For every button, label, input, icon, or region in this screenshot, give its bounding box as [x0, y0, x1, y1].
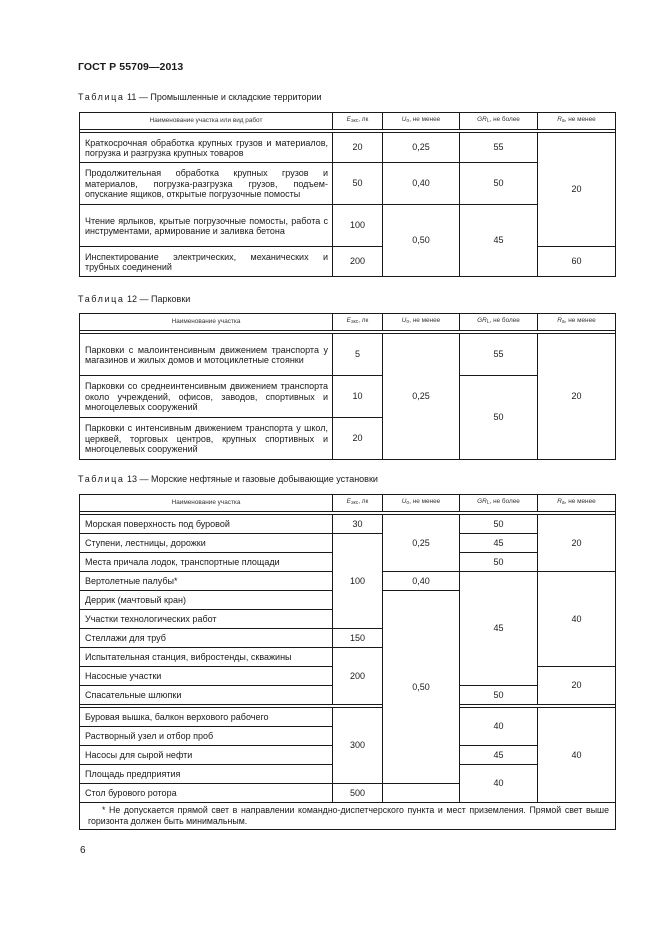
cell-name: Стеллажи для труб: [80, 629, 333, 648]
cell-name: Парковки со среднеинтенсивным движением транспорта около учреждений, офисов, заводов, спортивных и многоцелевых сооружений: [80, 376, 333, 418]
cell-name: Участки технологических работ: [80, 610, 333, 629]
cell-e: 200: [333, 247, 383, 277]
cell-u: 0,40: [383, 163, 460, 205]
col-header-ra: $R_a$, не менее: [538, 495, 616, 512]
cell-name: Деррик (мачтовый кран): [80, 591, 333, 610]
cell-u: 0,25: [383, 334, 460, 460]
col-header-ra: $R_a$, не менее: [538, 314, 616, 331]
page-number: 6: [80, 845, 86, 856]
table13-caption-text: 13 — Морские нефтяные и газовые добывающие установки: [124, 474, 378, 484]
cell-name: Ступени, лестницы, дорожки: [80, 534, 333, 553]
cell-gr: 45: [460, 205, 538, 277]
table-row: [80, 334, 616, 376]
table11-caption-text: 11 — Промышленные и складские территории: [124, 92, 322, 102]
col-header-gr: $GR_L$, не более: [460, 314, 538, 331]
table-word: Таблица: [78, 92, 125, 102]
col-header-name: Наименование участка: [80, 495, 333, 512]
cell-name: Стол бурового ротора: [80, 784, 333, 803]
cell-name: Морская поверхность под буровой: [80, 515, 333, 534]
col-header-gr: $GR_L$, не более: [460, 495, 538, 512]
col-header-e: $E_{экс}$, лк: [333, 113, 383, 130]
cell-e: 200: [333, 648, 383, 705]
cell-gr: 45: [460, 746, 538, 765]
cell-name: Парковки с малоинтенсивным движением транспорта у магазинов и жилых домов и мотоциклетные стоянки: [80, 334, 333, 376]
cell-gr: 50: [460, 686, 538, 705]
col-header-gr: $GR_L$, не более: [460, 113, 538, 130]
cell-ra: 20: [538, 515, 616, 572]
table-row: [80, 534, 616, 553]
cell-name: Буровая вышка, балкон верхового рабочего: [80, 708, 333, 727]
col-header-e: $E_{экс}$, лк: [333, 314, 383, 331]
cell-e: 100: [333, 534, 383, 629]
table11-caption: [78, 92, 322, 102]
cell-u: 0,50: [383, 205, 460, 277]
cell-name: Места причала лодок, транспортные площади: [80, 553, 333, 572]
cell-name: Инспектирование электрических, механических и трубных соединений: [80, 247, 333, 277]
cell-e: 500: [333, 784, 383, 803]
cell-name: Парковки с интенсивным движением транспорта у школ, церквей, торговых центров, крупных спортивных и многоцелевых сооружений: [80, 418, 333, 460]
table-12: [79, 313, 616, 460]
cell-name: Краткосрочная обработка крупных грузов и материалов, погрузка и разгрузка крупных товаров: [80, 133, 333, 163]
cell-name: Площадь предприятия: [80, 765, 333, 784]
cell-e: 100: [333, 205, 383, 247]
col-header-ra: $R_a$, не менее: [538, 113, 616, 130]
table-header-row: [80, 314, 616, 331]
cell-ra: 20: [538, 667, 616, 705]
table-11: [79, 112, 616, 277]
cell-gr: 40: [460, 708, 538, 746]
cell-e: 20: [333, 133, 383, 163]
cell-gr: 50: [460, 553, 538, 572]
cell-gr: 50: [460, 376, 538, 460]
cell-ra: 20: [538, 334, 616, 460]
cell-name: Растворный узел и отбор проб: [80, 727, 333, 746]
table-row: [80, 376, 616, 418]
cell-gr: 50: [460, 515, 538, 534]
col-header-u: $U_o$, не менее: [383, 113, 460, 130]
cell-name: Насосные участки: [80, 667, 333, 686]
cell-e: 300: [333, 708, 383, 784]
cell-ra: 60: [538, 247, 616, 277]
cell-gr: 50: [460, 163, 538, 205]
table12-caption: [78, 294, 190, 304]
cell-gr: 55: [460, 133, 538, 163]
cell-gr: 55: [460, 334, 538, 376]
table-word: Таблица: [78, 294, 125, 304]
cell-ra: 40: [538, 708, 616, 803]
cell-gr: 40: [460, 765, 538, 803]
cell-u: 0,25: [383, 515, 460, 572]
cell-e: 5: [333, 334, 383, 376]
table13-caption: [78, 474, 378, 484]
cell-name: Продолжительная обработка крупных грузов и материалов, погрузка-разгрузка грузов, подъем-опускание ящиков, открытые погрузочные помосты: [80, 163, 333, 205]
table-footnote: * Не допускается прямой свет в направлении командно-диспетчерского пункта и мест приземления. Прямой свет выше горизонта должен быть минимальным.: [80, 803, 616, 830]
document-code: ГОСТ Р 55709—2013: [78, 61, 184, 73]
cell-e: 150: [333, 629, 383, 648]
table-header-row: [80, 495, 616, 512]
table-word: Таблица: [78, 474, 125, 484]
cell-u: 0,40: [383, 572, 460, 591]
table-13: [79, 494, 616, 830]
col-header-name: Наименование участка или вид работ: [80, 113, 333, 130]
cell-gr: 45: [460, 534, 538, 553]
cell-name: Испытательная станция, вибростенды, скважины: [80, 648, 333, 667]
col-header-u: $U_o$, не менее: [383, 314, 460, 331]
table-row: [80, 133, 616, 163]
cell-name: Чтение ярлыков, крытые погрузочные помосты, работа с инструментами, армирование и заливка бетона: [80, 205, 333, 247]
cell-e: 30: [333, 515, 383, 534]
cell-ra: 20: [538, 133, 616, 247]
cell-ra: 40: [538, 572, 616, 667]
table-row: [80, 515, 616, 534]
table-row: [80, 163, 616, 205]
table12-caption-text: 12 — Парковки: [124, 294, 191, 304]
col-header-e: $E_{экс}$, лк: [333, 495, 383, 512]
cell-u: 0,50: [383, 591, 460, 784]
col-header-u: $U_o$, не менее: [383, 495, 460, 512]
table-footnote-row: [80, 803, 616, 830]
cell-name: Насосы для сырой нефти: [80, 746, 333, 765]
cell-u: 0,25: [383, 133, 460, 163]
cell-name: Спасательные шлюпки: [80, 686, 333, 705]
cell-e: 50: [333, 163, 383, 205]
table-row: [80, 708, 616, 727]
cell-gr: 45: [460, 572, 538, 686]
cell-e: 20: [333, 418, 383, 460]
table-row: [80, 205, 616, 247]
cell-name: Вертолетные палубы*: [80, 572, 333, 591]
table-header-row: [80, 113, 616, 130]
cell-e: 10: [333, 376, 383, 418]
col-header-name: Наименование участка: [80, 314, 333, 331]
